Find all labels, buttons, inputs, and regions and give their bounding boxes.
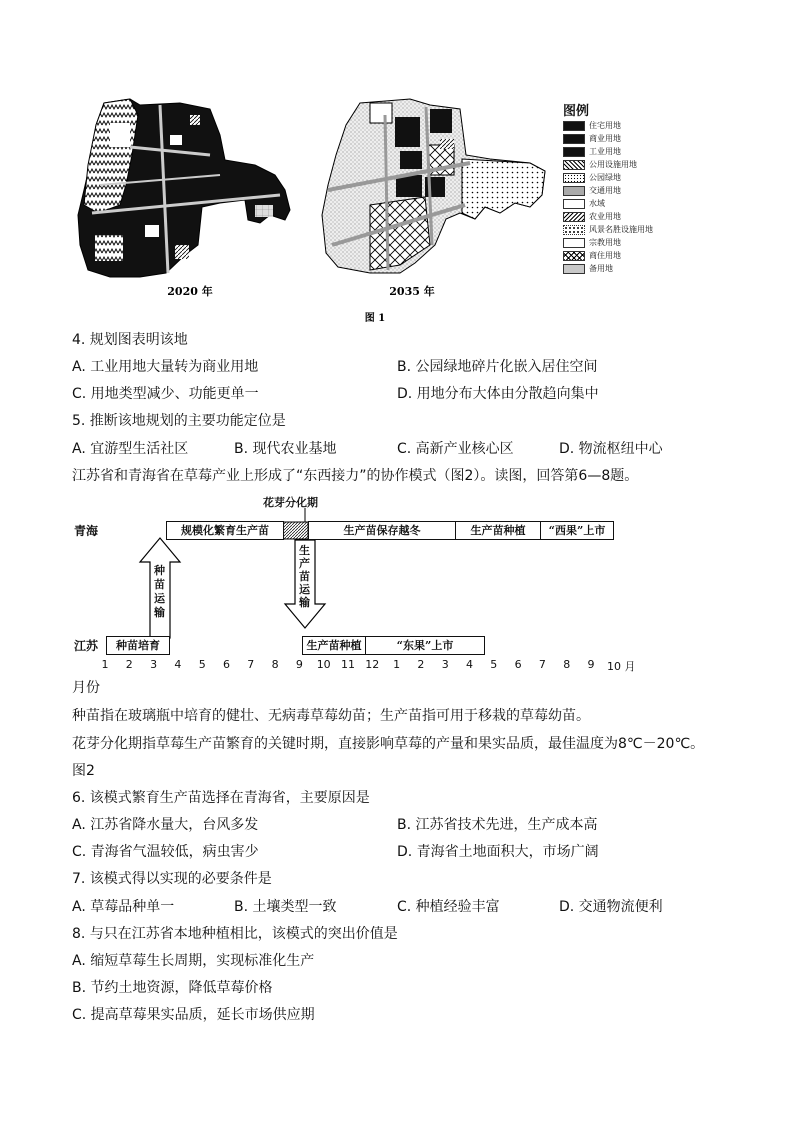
legend-label: 商住用地 [589, 251, 621, 260]
q5-option-d: D. 物流枢纽中心 [559, 441, 663, 457]
bar-jiangsu-1: 种苗培育 [106, 636, 170, 655]
month-tick: 9 [295, 658, 303, 671]
month-tick: 6 [223, 658, 230, 671]
q6-option-c: C. 青海省气温较低，病虫害少 [72, 844, 259, 860]
q7-option-c: C. 种植经验丰富 [397, 899, 500, 915]
bar-qinghai-4: “西果”上市 [540, 521, 614, 540]
legend-title: 图例 [563, 104, 590, 119]
q6-option-a: A. 江苏省降水量大，台风多发 [72, 817, 259, 833]
bar-jiangsu-3: “东果”上市 [365, 636, 485, 655]
month-tick: 5 [490, 658, 498, 671]
map-2035 [322, 99, 545, 273]
legend-item [563, 197, 653, 210]
q7-option-b: B. 土壤类型一致 [234, 899, 337, 915]
note-flower-bud: 花芽分化期指草莓生产苗繁育的关键时期，直接影响草莓的产量和果实品质，最佳温度为8℃－20℃。 [72, 736, 705, 752]
legend-label: 水域 [589, 199, 605, 208]
q7-option-d: D. 交通物流便利 [559, 899, 663, 915]
q5-stem: 5. 推断该地规划的主要功能定位是 [72, 413, 286, 429]
q8-option-c: C. 提高草莓果实品质，延长市场供应期 [72, 1007, 315, 1023]
q4-option-a: A. 工业用地大量转为商业用地 [72, 359, 259, 375]
bar-jiangsu-2: 生产苗种植 [302, 636, 366, 655]
figure-2-caption: 图2 [72, 763, 95, 779]
legend-swatch [563, 160, 585, 170]
arrow-seedling-transport: 种苗运输 [154, 564, 165, 619]
legend-label: 住宅用地 [589, 121, 621, 130]
q4-option-c: C. 用地类型减少、功能更单一 [72, 386, 259, 402]
figure-1 [70, 95, 690, 330]
legend-swatch [563, 199, 585, 209]
legend-item [563, 249, 653, 262]
intro-q6-8: 江苏省和青海省在草莓产业上形成了“东西接力”的协作模式（图2）。读图，回答第6—8题。 [72, 468, 639, 484]
month-tick: 7 [538, 658, 546, 671]
month-tick: 12 [365, 658, 380, 671]
legend-item [563, 184, 653, 197]
map-2020 [78, 99, 290, 277]
q4-option-d: D. 用地分布大体由分散趋向集中 [397, 386, 599, 402]
legend-label: 宗教用地 [589, 238, 621, 247]
bar-qinghai-3: 生产苗种植 [455, 521, 541, 540]
legend-swatch [563, 186, 585, 196]
q7-option-a: A. 草莓品种单一 [72, 899, 175, 915]
legend-swatch [563, 173, 585, 183]
month-tick: 5 [198, 658, 206, 671]
q4-stem: 4. 规划图表明该地 [72, 332, 188, 348]
legend-item [563, 236, 653, 249]
legend-item [563, 210, 653, 223]
q8-option-b: B. 节约土地资源，降低草莓价格 [72, 980, 273, 996]
legend-swatch [563, 134, 585, 144]
flower-bud-label: 花芽分化期 [263, 496, 318, 509]
legend-label: 交通用地 [589, 186, 621, 195]
legend-item [563, 223, 653, 236]
figure-2 [70, 492, 730, 672]
legend-item [563, 145, 653, 158]
q8-option-a: A. 缩短草莓生长周期，实现标准化生产 [72, 953, 315, 969]
legend-label: 公用设施用地 [589, 160, 637, 169]
q5-option-b: B. 现代农业基地 [234, 441, 337, 457]
month-tick: 6 [514, 658, 522, 671]
legend-item [563, 158, 653, 171]
figure-1-caption: 图 1 [364, 313, 386, 324]
month-tick: 1 [393, 658, 401, 671]
map-label-2020: 2020 年 [167, 285, 213, 298]
q6-stem: 6. 该模式繁育生产苗选择在青海省，主要原因是 [72, 790, 370, 806]
legend-label: 公园绿地 [589, 173, 621, 182]
month-tick: 3 [150, 658, 158, 671]
month-tick: 4 [174, 658, 182, 671]
month-tick: 4 [466, 658, 473, 671]
month-tick: 10 月 [607, 660, 636, 673]
map-label-2035: 2035 年 [389, 285, 435, 298]
legend-item [563, 262, 653, 275]
q6-option-b: B. 江苏省技术先进，生产成本高 [397, 817, 598, 833]
legend-item [563, 119, 653, 132]
month-tick: 8 [271, 658, 279, 671]
bar-qinghai-2: 生产苗保存越冬 [308, 521, 456, 540]
legend-item [563, 132, 653, 145]
legend [563, 100, 653, 275]
legend-label: 农业用地 [589, 212, 621, 221]
month-tick: 9 [587, 658, 595, 671]
q8-stem: 8. 与只在江苏省本地种植相比，该模式的突出价值是 [72, 926, 398, 942]
label-qinghai: 青海 [74, 524, 99, 538]
axis-unit: 月份 [72, 680, 100, 696]
legend-label: 工业用地 [589, 147, 621, 156]
label-jiangsu: 江苏 [74, 639, 99, 653]
legend-swatch [563, 147, 585, 157]
note-seedlings: 种苗指在玻璃瓶中培育的健壮、无病毒草莓幼苗；生产苗指可用于移栽的草莓幼苗。 [72, 708, 590, 724]
month-tick: 2 [125, 658, 133, 671]
q7-stem: 7. 该模式得以实现的必要条件是 [72, 871, 272, 887]
month-tick: 3 [441, 658, 449, 671]
q5-option-c: C. 高新产业核心区 [397, 441, 514, 457]
legend-swatch [563, 121, 585, 131]
q4-option-b: B. 公园绿地碎片化嵌入居住空间 [397, 359, 598, 375]
legend-label: 风景名胜设施用地 [589, 225, 653, 234]
legend-swatch [563, 238, 585, 248]
legend-swatch [563, 251, 585, 261]
month-tick: 8 [563, 658, 571, 671]
month-tick: 2 [417, 658, 425, 671]
legend-list [563, 119, 653, 275]
month-tick: 10 [316, 658, 331, 671]
month-tick: 7 [247, 658, 255, 671]
q5-option-a: A. 宜游型生活社区 [72, 441, 189, 457]
bar-qinghai-1: 规模化繁育生产苗 [166, 521, 284, 540]
legend-swatch [563, 212, 585, 222]
legend-item [563, 171, 653, 184]
legend-swatch [563, 264, 585, 274]
month-tick: 11 [341, 658, 355, 671]
q6-option-d: D. 青海省土地面积大，市场广阔 [397, 844, 599, 860]
legend-swatch [563, 225, 585, 235]
legend-label: 商业用地 [589, 134, 621, 143]
arrow-production-transport: 生产苗运输 [299, 544, 310, 609]
month-tick: 1 [101, 658, 109, 671]
legend-label: 备用地 [589, 264, 613, 273]
